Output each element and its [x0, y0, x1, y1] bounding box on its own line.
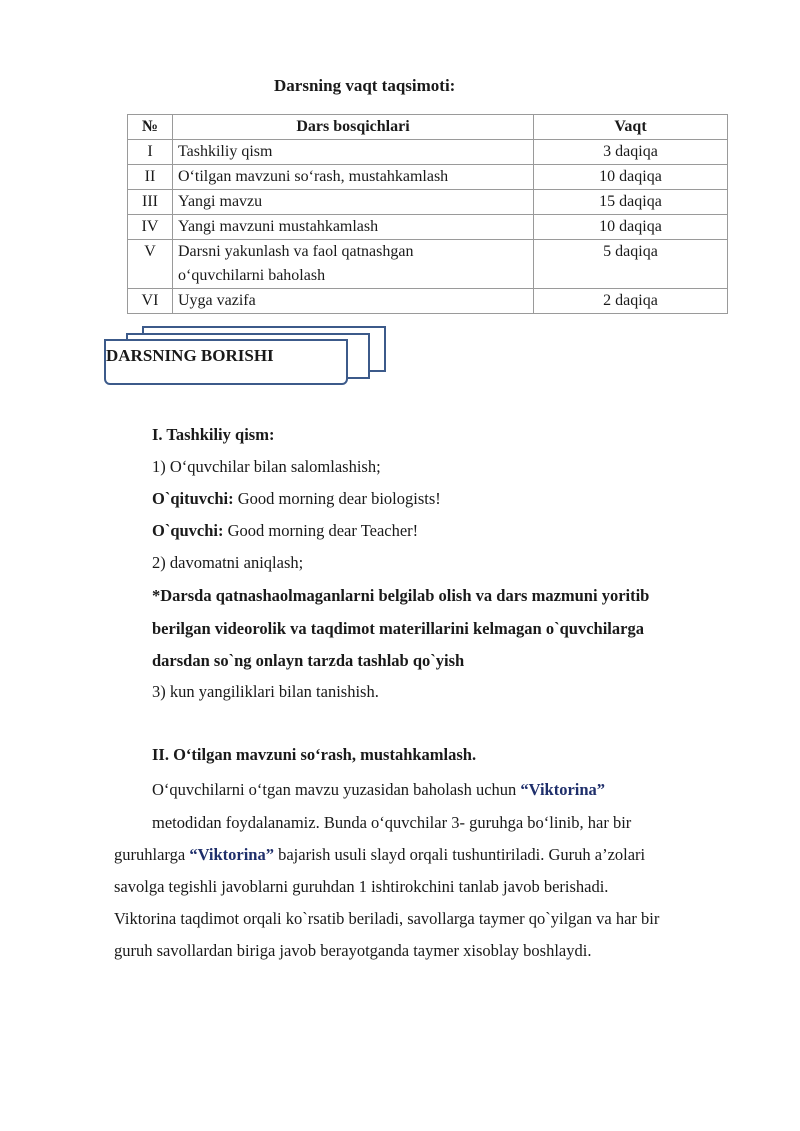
column-header-number: №	[128, 115, 173, 140]
column-header-stages: Dars bosqichlari	[173, 115, 534, 140]
teacher-label: O`qituvchi:	[152, 489, 234, 508]
note-line-2: berilgan videorolik va taqdimot materillarini kelmagan o`quvchilarga	[152, 619, 644, 638]
part1-item3: 3) kun yangiliklari bilan tanishish.	[152, 682, 379, 701]
schedule-table	[127, 114, 728, 314]
row-stage: Yangi mavzu	[173, 190, 534, 215]
student-label: O`quvchi:	[152, 521, 224, 540]
table-row	[128, 190, 728, 215]
part2-para-line6: guruh savollardan biriga javob berayotganda taymer xisoblay boshlaydi.	[114, 941, 592, 960]
part2-para-line5: Viktorina taqdimot orqali ko`rsatib beriladi, savollarga taymer qo`yilgan va har bir	[114, 909, 660, 928]
note-line-3: darsdan so`ng onlayn tarzda tashlab qo`yish	[152, 651, 465, 670]
viktorina-quote: “Viktorina”	[189, 845, 274, 864]
table-row	[128, 289, 728, 314]
part2-text: O‘quvchilarni o‘tgan mavzu yuzasidan baholash uchun	[152, 780, 521, 799]
viktorina-quote: “Viktorina”	[520, 780, 606, 799]
note-line-1: *Darsda qatnashaolmaganlarni belgilab olish va dars mazmuni yoritib	[152, 586, 650, 605]
row-number: V	[128, 240, 173, 289]
row-time: 15 daqiqa	[534, 190, 728, 215]
part1-item1: 1) O‘quvchilar bilan salomlashish;	[152, 457, 381, 476]
table-row	[128, 240, 728, 289]
part2-para-line2: metodidan foydalanamiz. Bunda o‘quvchilar 3- guruhga bo‘linib, har bir	[152, 813, 632, 832]
row-stage: Yangi mavzuni mustahkamlash	[173, 215, 534, 240]
teacher-line	[152, 489, 441, 509]
row-number: I	[128, 140, 173, 165]
row-stage: O‘tilgan mavzuni so‘rash, mustahkamlash	[173, 165, 534, 190]
part1-item2: 2) davomatni aniqlash;	[152, 553, 304, 572]
row-stage: Tashkiliy qism	[173, 140, 534, 165]
student-line	[152, 521, 418, 541]
teacher-text: Good morning dear biologists!	[233, 489, 441, 508]
table-row	[128, 165, 728, 190]
schedule-title: Darsning vaqt taqsimoti:	[274, 76, 456, 95]
row-time: 10 daqiqa	[534, 215, 728, 240]
part2-heading: II. O‘tilgan mavzuni so‘rash, mustahkamlash.	[152, 745, 477, 764]
part1-heading: I. Tashkiliy qism:	[152, 425, 275, 444]
row-stage	[173, 240, 534, 289]
section-banner-label: DARSNING BORISHI	[106, 346, 274, 365]
row-time: 5 daqiqa	[534, 240, 728, 289]
table-row	[128, 215, 728, 240]
row-stage-line1: Darsni yakunlash va faol qatnashgan	[178, 243, 414, 260]
part2-text: bajarish usuli slayd orqali tushuntiriladi. Guruh a’zolari	[273, 845, 646, 864]
part2-text: guruhlarga	[114, 845, 190, 864]
row-time: 2 daqiqa	[534, 289, 728, 314]
row-time: 10 daqiqa	[534, 165, 728, 190]
row-number: IV	[128, 215, 173, 240]
student-text: Good morning dear Teacher!	[223, 521, 419, 540]
row-number: VI	[128, 289, 173, 314]
table-header-row	[128, 115, 728, 140]
row-number: III	[128, 190, 173, 215]
row-time: 3 daqiqa	[534, 140, 728, 165]
part2-para-line3	[114, 845, 645, 865]
row-stage-line2: o‘quvchilarni baholash	[178, 267, 326, 284]
row-stage: Uyga vazifa	[173, 289, 534, 314]
part2-para-line1	[152, 780, 605, 800]
column-header-time: Vaqt	[534, 115, 728, 140]
section-banner	[104, 326, 394, 390]
row-number: II	[128, 165, 173, 190]
part2-para-line4: savolga tegishli javoblarni guruhdan 1 ishtirokchini tanlab javob berishadi.	[114, 877, 609, 896]
table-row	[128, 140, 728, 165]
